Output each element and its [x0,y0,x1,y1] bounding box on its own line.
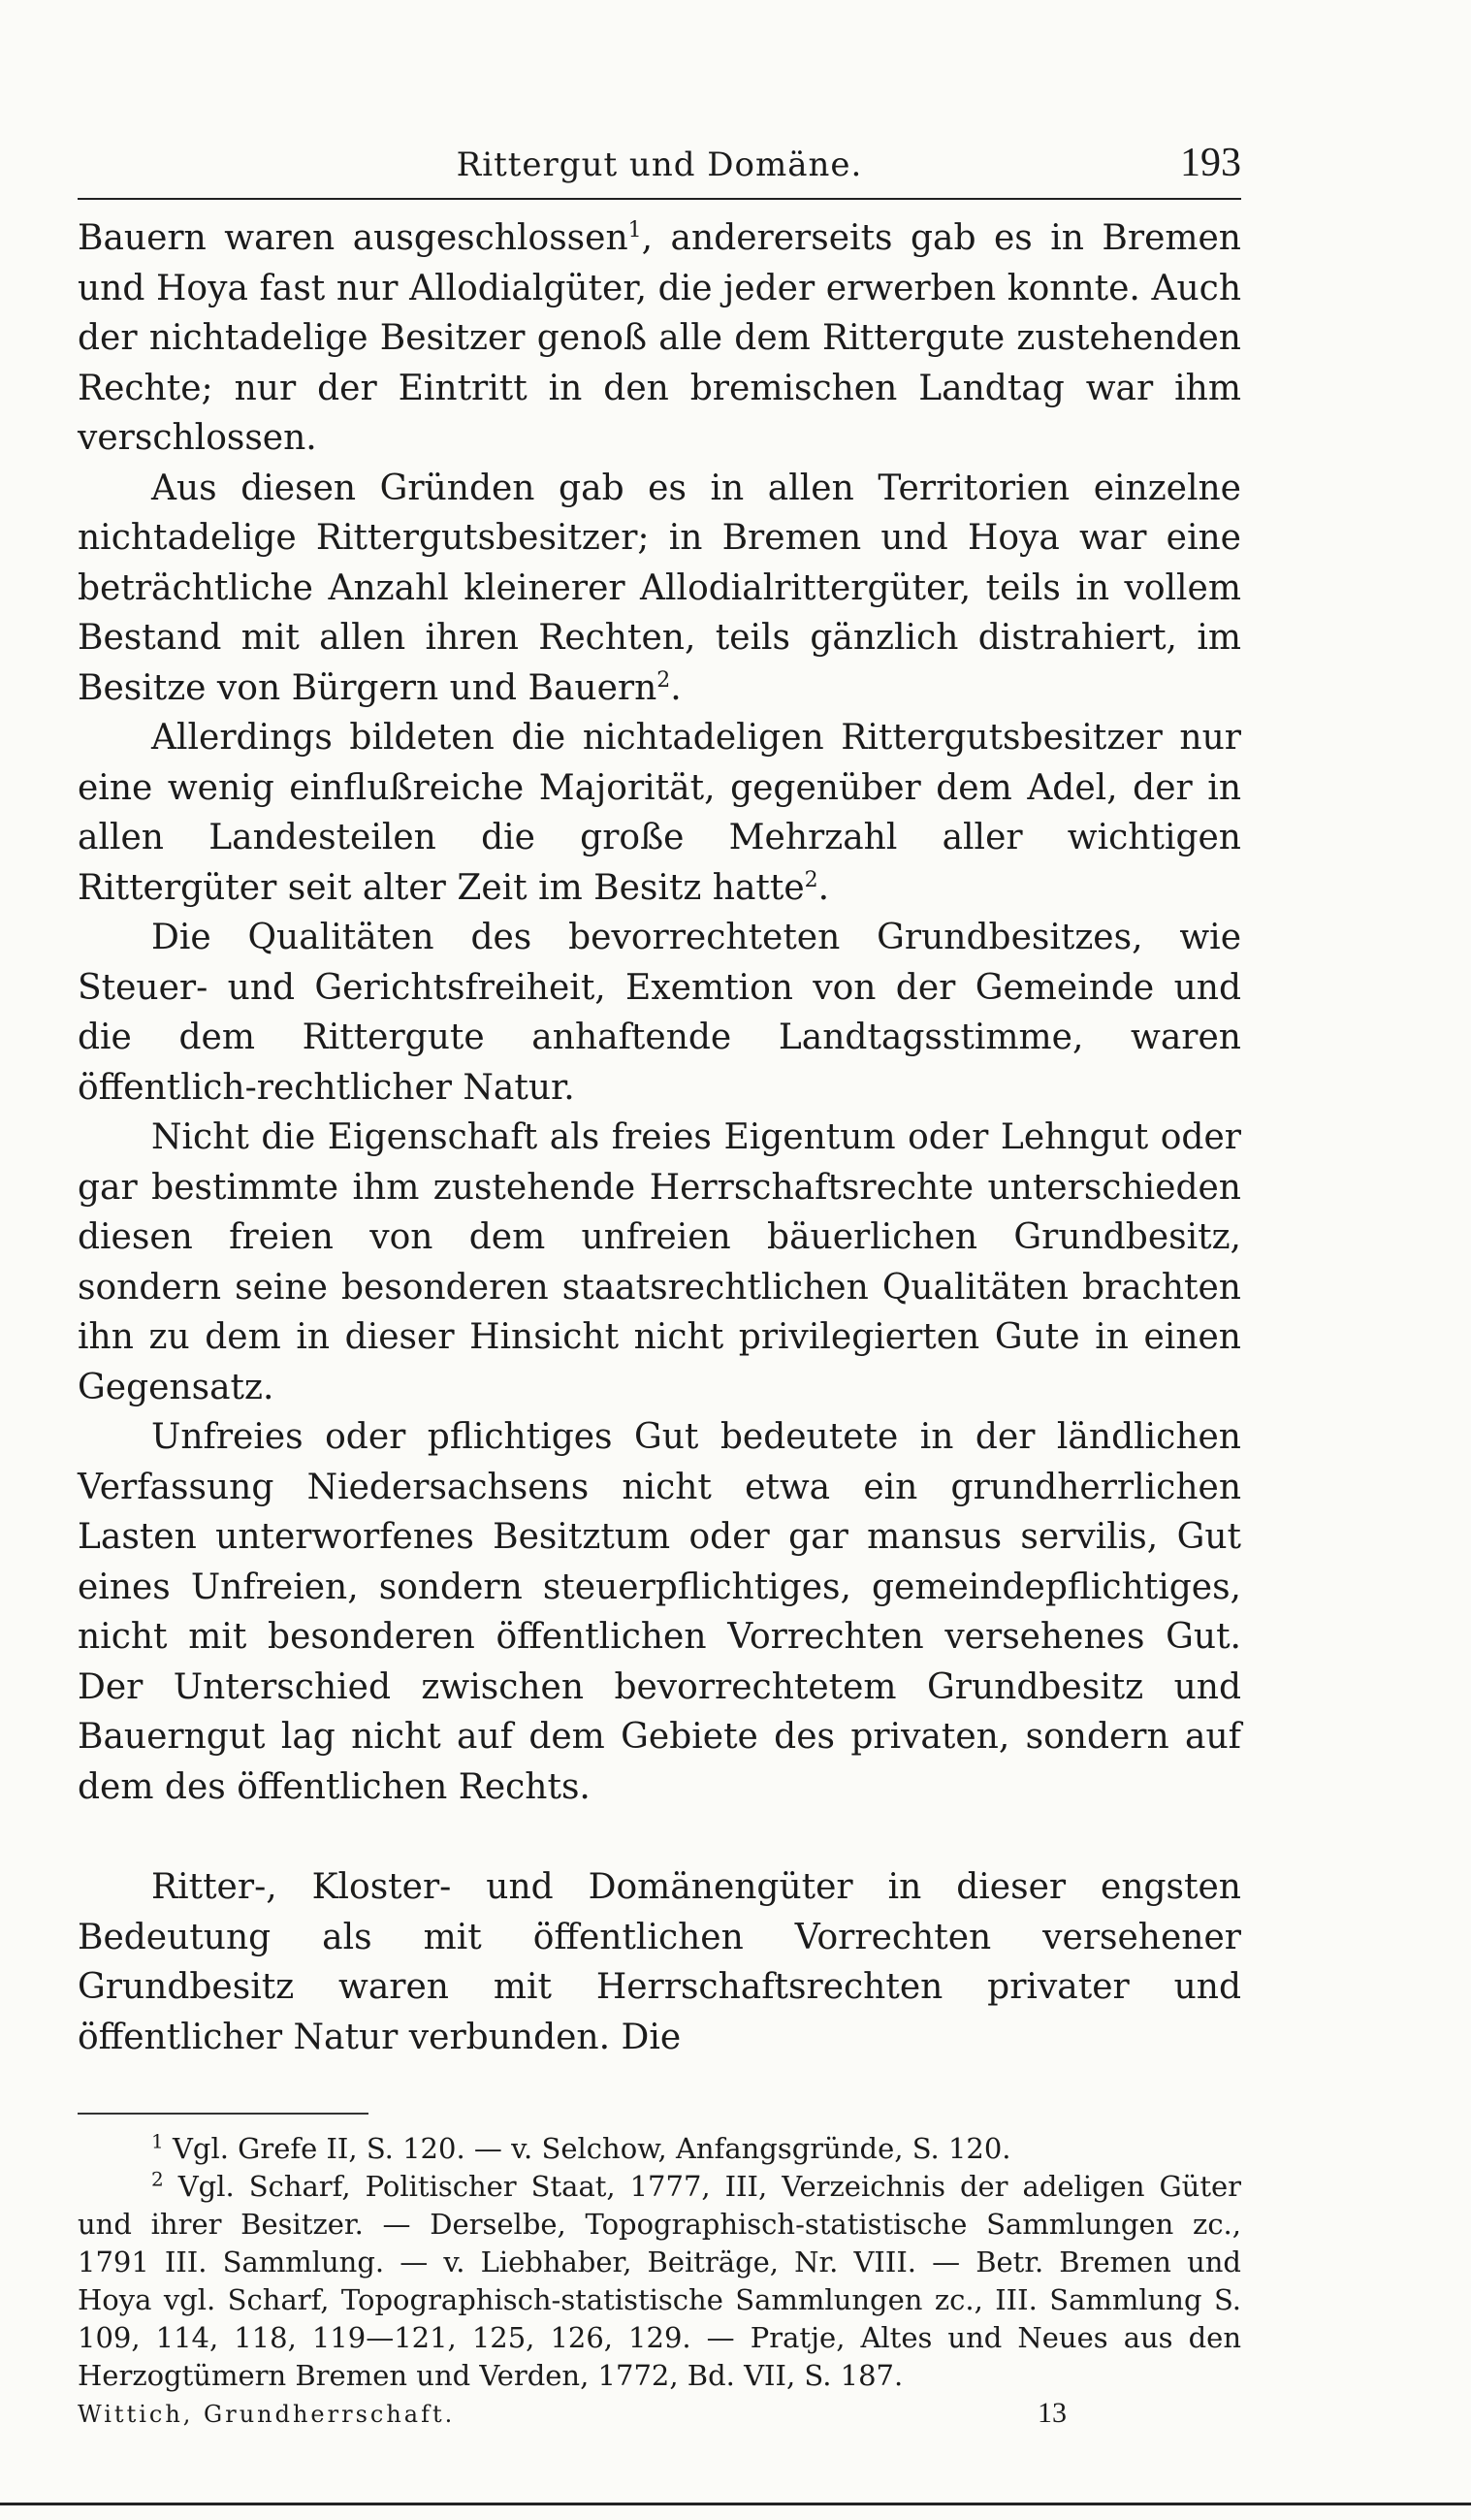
footnote-text: Vgl. Grefe II, S. 120. — v. Selchow, Anfangsgründe, S. 120. [172,2132,1011,2165]
page-body [78,213,1241,2062]
sheet-number: 13 [1038,2397,1067,2429]
scan-bottom-edge [0,2503,1471,2505]
signature-row [78,2397,1241,2438]
paragraph [78,464,1241,714]
paragraph [78,213,1241,464]
paragraph-text: Die Qualitäten des bevorrechteten Grundbesitzes, wie Steuer- und Gerichtsfreiheit, Exemtion von der Gemeinde und die dem Rittergute anhaftende Landtagsstimme, waren öffentlich-rechtlicher Natur. [78,918,1241,1108]
section-gap [78,1812,1241,1862]
page-header [78,136,1241,200]
footnote-mark: 1 [151,2129,164,2153]
footnote [78,2168,1241,2395]
paragraph-text: Unfreies oder pflichtiges Gut bedeutete in der ländlichen Verfassung Niedersachsens nicht etwa ein grundherrlichen Lasten unterworfenes Besitztum oder gar mansus servilis, Gut eines Unfreien, sondern steuerpflichtiges, gemeindepflichtiges, nicht mit besonderen öffentlichen Vorrechten versehenes Gut. Der Unterschied zwischen bevorrechtetem Grundbesitz und Bauerngut lag nicht auf dem Gebiete des privaten, sondern auf dem des öffentlichen Rechts. [78,1417,1241,1807]
paragraph [78,1412,1241,1812]
book-page [78,136,1241,2438]
paragraph [78,1862,1241,2062]
printer-signature: Wittich, Grundherrschaft. [78,2401,456,2428]
paragraph-text: Allerdings bildeten die nichtadeligen Rittergutsbesitzer nur eine wenig einflußreiche Majorität, gegenüber dem Adel, der in allen Landesteilen die große Mehrzahl aller wichtigen Rittergüter seit alter Zeit im Besitz hatte [78,718,1241,908]
paragraph-text: Aus diesen Gründen gab es in allen Territorien einzelne nichtadelige Rittergutsbesitzer; in Bremen und Hoya war eine beträchtliche Anzahl kleinerer Allodialrittergüter, teils in vollem Bestand mit allen ihren Rechten, teils gänzlich distrahiert, im Besitze von Bürgern und Bauern [78,468,1241,708]
page-number: 193 [1180,141,1241,185]
paragraph [78,713,1241,913]
footnote-reference: 1 [627,218,642,242]
paragraph-text: Bauern waren ausgeschlossen [78,218,628,258]
footnote-reference: 2 [656,667,671,693]
paragraph-text: . [670,667,682,708]
paragraph [78,1113,1241,1412]
footnote-text: Vgl. Scharf, Politischer Staat, 1777, III, Verzeichnis der adeligen Güter und ihrer Besitzer. — Derselbe, Topographisch-statistische Sammlungen zc., 1791 III. Sammlung. — v. Liebhaber, Beiträge, Nr. VIII. — Betr. Bremen und Hoya vgl. Scharf, Topographisch-statistische Sammlungen zc., III. Sammlung S. 109, 114, 118, 119—121, 125, 126, 129. — Pratje, Altes und Neues aus den Herzogtümern Bremen und Verden, 1772, Bd. VII, S. 187. [78,2170,1242,2392]
footnotes [78,2130,1241,2395]
paragraph [78,913,1241,1113]
paragraph-text: . [817,867,830,908]
footnote-mark: 2 [151,2167,164,2191]
footnote-reference: 2 [804,867,818,892]
running-title: Rittergut und Domäne. [456,145,863,184]
paragraph-text: , andererseits gab es in Bremen und Hoya fast nur Allodialgüter, die jeder erwerben konnte. Auch der nichtadelige Besitzer genoß alle dem Rittergute zustehenden Rechte; nur der Eintritt in den bremischen Landtag war ihm verschlossen. [78,218,1241,458]
footnote-divider [78,2113,368,2115]
paragraph-text: Ritter-, Kloster- und Domänengüter in dieser engsten Bedeutung als mit öffentlichen Vorrechten versehener Grundbesitz waren mit Herrschaftsrechten privater und öffentlicher Natur verbunden. Die [78,1867,1241,2057]
paragraph-text: Nicht die Eigenschaft als freies Eigentum oder Lehngut oder gar bestimmte ihm zustehende Herrschaftsrechte unterschieden diesen freien von dem unfreien bäuerlichen Grundbesitz, sondern seine besonderen staatsrechtlichen Qualitäten brachten ihn zu dem in dieser Hinsicht nicht privilegierten Gute in einen Gegensatz. [78,1117,1241,1407]
footnote [78,2130,1241,2168]
